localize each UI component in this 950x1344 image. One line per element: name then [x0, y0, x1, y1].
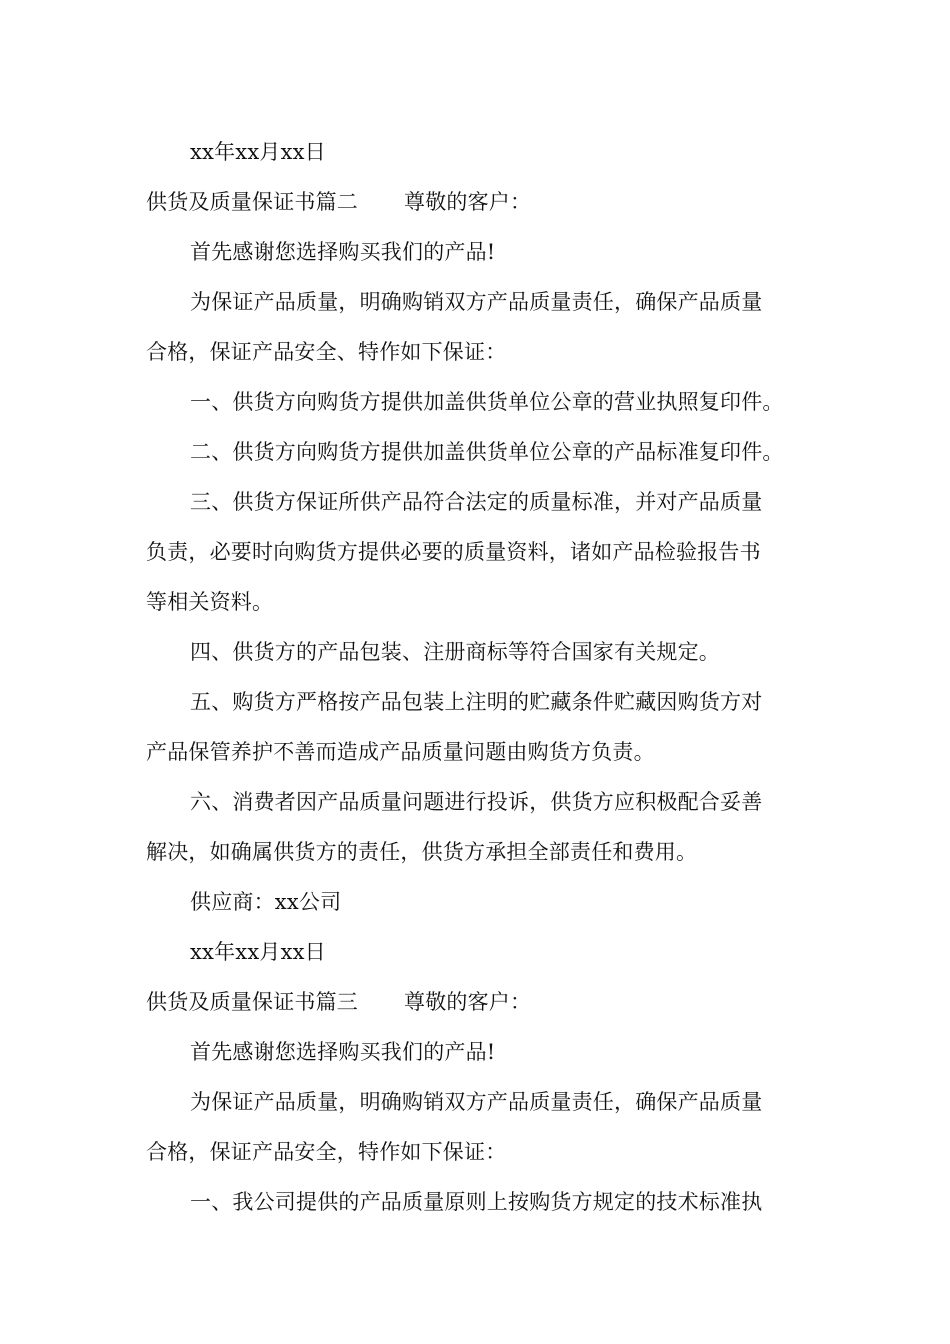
- paragraph-line: 等相关资料。: [146, 590, 274, 614]
- salutation: 尊敬的客户：: [404, 190, 532, 214]
- section-title: 供货及质量保证书篇三: [146, 990, 358, 1014]
- paragraph-line: 三、供货方保证所供产品符合法定的质量标准，并对产品质量: [190, 490, 763, 514]
- paragraph-line: 五、购货方严格按产品包装上注明的贮藏条件贮藏因购货方对: [190, 690, 763, 714]
- paragraph-line: 首先感谢您选择购买我们的产品!: [190, 240, 496, 264]
- paragraph-line: 产品保管养护不善而造成产品质量问题由购货方负责。: [146, 740, 655, 764]
- paragraph-line: 为保证产品质量，明确购销双方产品质量责任，确保产品质量: [190, 290, 763, 314]
- paragraph-line: 为保证产品质量，明确购销双方产品质量责任，确保产品质量: [190, 1090, 763, 1114]
- paragraph-line: 解决，如确属供货方的责任，供货方承担全部责任和费用。: [146, 840, 698, 864]
- paragraph-line: 二、供货方向购货方提供加盖供货单位公章的产品标准复印件。: [190, 440, 784, 464]
- paragraph-line: 合格，保证产品安全、特作如下保证：: [146, 340, 507, 364]
- date-line: xx年xx月xx日: [190, 140, 326, 164]
- section-heading-2: [146, 188, 816, 216]
- paragraph-line: 首先感谢您选择购买我们的产品!: [190, 1040, 496, 1064]
- supplier-line: 供应商：xx公司: [190, 890, 342, 914]
- paragraph-line: 一、我公司提供的产品质量原则上按购货方规定的技术标准执: [190, 1190, 763, 1214]
- paragraph-line: 负责，必要时向购货方提供必要的质量资料，诸如产品检验报告书: [146, 540, 761, 564]
- paragraph-line: 四、供货方的产品包装、注册商标等符合国家有关规定。: [190, 640, 720, 664]
- paragraph-line: 六、消费者因产品质量问题进行投诉，供货方应积极配合妥善: [190, 790, 763, 814]
- section-title: 供货及质量保证书篇二: [146, 190, 358, 214]
- section-heading-3: [146, 988, 816, 1016]
- date-line: xx年xx月xx日: [190, 940, 326, 964]
- paragraph-line: 合格，保证产品安全，特作如下保证：: [146, 1140, 507, 1164]
- salutation: 尊敬的客户：: [404, 990, 532, 1014]
- paragraph-line: 一、供货方向购货方提供加盖供货单位公章的营业执照复印件。: [190, 390, 784, 414]
